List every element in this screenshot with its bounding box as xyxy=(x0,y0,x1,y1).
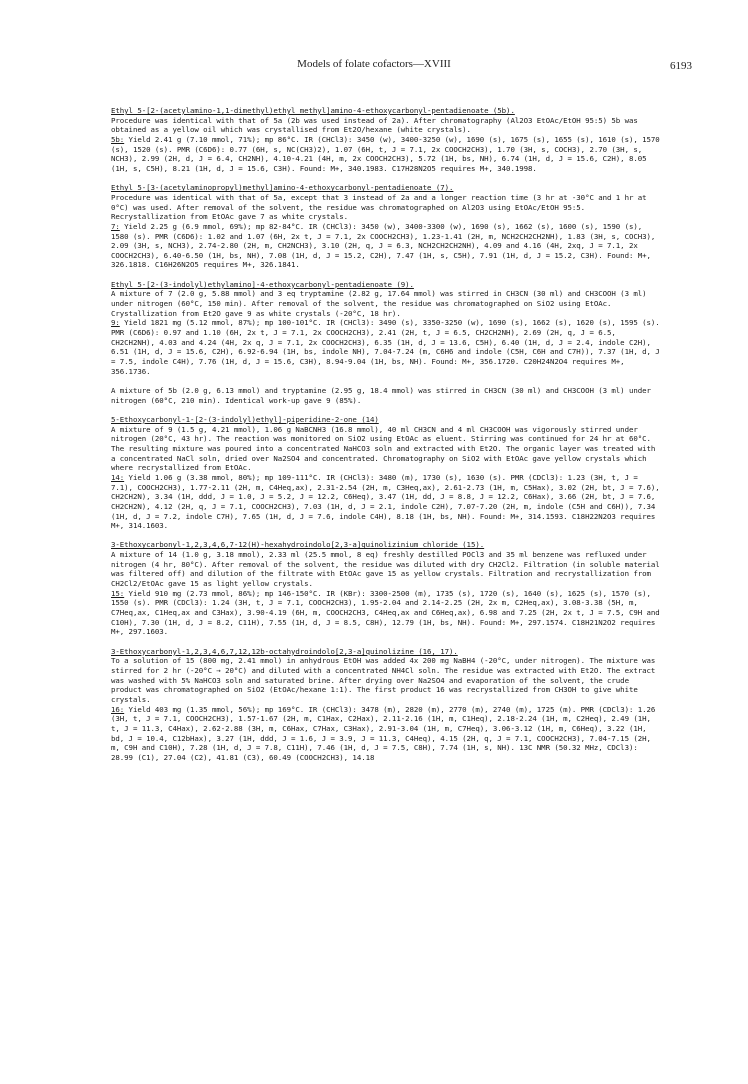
procedure-paragraph: Procedure was identical with that of 5a (2b was used instead of 2a). After chromatography (Al2O3 EtOAc/EtOH 95:5) 5b was obtained as a yellow oil which was crystallised from Et2O/hexane (white crystals). xyxy=(111,115,638,135)
characterization-text: Yield 2.41 g (7.10 mmol, 71%); mp 86°C. IR (CHCl3): 3450 (w), 3400-3250 (w), 1690 (s), 1675 (s), 1655 (s), 1610 (s), 1570 (s), 1520 (s). PMR (C6D6): 0.77 (6H, s, NC(CH3)2), 1.07 (6H, t, J = 7.1, 2x COOCH2CH3), 1.70 (3H, s, COCH3), 2.70 (3H, s, NCH3), 2.99 (2H, d, J = 6.4, CH2NH), 4.10-4.21 (4H, m, 2x COOCH2CH3), 5.72 (1H, bs, NH), 6.74 (1H, d, J = 15.6, C2H), 8.05 (1H, s, C5H), 8.21 (1H, d, J = 15.6, C3H). Found: M+, 340.1983. C17H28N2O5 requires M+, 340.1998. xyxy=(111,134,660,173)
section-compound-16-17 xyxy=(111,647,661,763)
entry-title: 3-Ethoxycarbonyl-1,2,3,4,6,7-12(H)-hexahydroindolo[2,3-a]quinolizinium chloride (15). xyxy=(111,540,485,550)
procedure-paragraph: A mixture of 9 (1.5 g, 4.21 mmol), 1.06 g NaBCNH3 (16.8 mmol), 40 ml CH3CN and 4 ml CH3COOH was vigorously stirred under nitrogen (20°C, 43 hr). The reaction was monitored on SiO2 using EtOAc as eluent. Stirring was continued for 24 hr at 60°C. The resulting mixture was poured into a concentrated NaHCO3 soln and extracted with Et2O. The organic layer was treated with a concentrated NaCl soln, dried over Na2SO4 and concentrated. Chromatography on SiO2 with EtOAc gave yellow crystals which where recrystallized from EtOAc. xyxy=(111,424,656,473)
characterization-text: Yield 403 mg (1.35 mmol, 56%); mp 169°C. IR (CHCl3): 3478 (m), 2820 (m), 2770 (m), 2740 (m), 1725 (m). PMR (CDCl3): 1.26 (3H, t, J = 7.1, COOCH2CH3), 1.57-1.67 (2H, m, C1Hax, C2Hax), 2.11-2.16 (1H, m, C1Heq), 2.18-2.24 (1H, m, C2Heq), 2.49 (1H, t, J = 11.3, C4Hax), 2.62-2.88 (3H, m, C6Hax, C7Hax, C3Hax), 2.91-3.04 (1H, m, C7Heq), 3.06-3.12 (1H, m, C6Heq), 3.22 (1H, bd, J = 10.4, C12bHax), 3.27 (1H, ddd, J = 1.6, J = 3.9, J = 11.3, C4Heq), 4.15 (2H, q, J = 7.1, COOCH2CH3), 7.04-7.15 (2H, m, C9H and C10H), 7.28 (1H, d, J = 7.8, C11H), 7.46 (1H, d, J = 7.5, C8H), 7.74 (1H, s, NH). 13C NMR (50.32 MHz, CDCl3): 28.99 (C1), 27.04 (C2), 41.81 (C3), 60.49 (COOCH2CH3), 14.18 xyxy=(111,704,656,762)
section-compound-7 xyxy=(111,183,661,270)
section-compound-14 xyxy=(111,415,661,531)
characterization-data xyxy=(111,135,661,174)
entry-title: Ethyl 5-[3-(acetylaminopropyl)methyl]amino-4-ethoxycarbonyl-pentadienoate (7). xyxy=(111,183,454,193)
compound-label: 7: xyxy=(111,221,120,231)
characterization-text: Yield 2.25 g (6.9 mmol, 69%); mp 82-84°C. IR (CHCl3): 3450 (w), 3400-3300 (w), 1690 (s), 1662 (s), 1600 (s), 1590 (s), 1580 (s). PMR (C6D6): 1.02 and 1.07 (6H, 2x t, J = 7.1, 2x COOCH2CH3), 1.23-1.41 (2H, m, NCH2CH2CH2NH), 1.83 (3H, s, COCH3), 2.09 (3H, s, NCH3), 2.74-2.80 (2H, m, CH2NCH3), 3.10 (2H, q, J = 6.3, NCH2CH2CH2NH), 4.09 and 4.16 (4H, 2xq, J = 7.1, 2x COOCH2CH3), 6.40-6.50 (1H, bs, NH), 7.08 (1H, d, J = 15.2, C2H), 7.47 (1H, s, C5H), 7.91 (1H, d, J = 15.2, C3H). Found: M+, 326.1818. C16H26N2O5 requires M+, 326.1841. xyxy=(111,221,656,270)
page-number: 6193 xyxy=(670,60,692,72)
page-body xyxy=(111,106,661,772)
compound-label: 5b: xyxy=(111,134,125,144)
characterization-data xyxy=(111,473,661,531)
characterization-data xyxy=(111,222,661,270)
compound-label: 15: xyxy=(111,588,125,598)
section-compound-15 xyxy=(111,540,661,637)
section-compound-5b xyxy=(111,106,661,174)
characterization-data xyxy=(111,318,661,376)
characterization-text: Yield 910 mg (2.73 mmol, 86%); mp 146-150°C. IR (KBr): 3300-2500 (m), 1735 (s), 1720 (s), 1640 (s), 1625 (s), 1570 (s), 1550 (s). PMR (CDCl3): 1.24 (3H, t, J = 7.1, COOCH2CH3), 1.95-2.04 and 2.14-2.25 (2H, 2x m, C2Heq,ax), 3.08-3.38 (5H, m, C7Heq,ax, C1Heq,ax and C3Hax), 3.90-4.19 (6H, m, COOCH2CH3, C4Heq,ax and C6Heq,ax), 6.98 and 7.25 (2H, 2x t, J = 7.5, C9H and C10H), 7.30 (1H, d, J = 8.2, C11H), 7.55 (1H, d, J = 8.5, C8H), 12.79 (1H, bs, NH). Found: M+, 297.1574. C18H21N2O2 requires M+, 297.1603. xyxy=(111,588,660,637)
compound-label: 9: xyxy=(111,318,120,328)
procedure-paragraph: A mixture of 7 (2.0 g, 5.88 mmol) and 3 eq tryptamine (2.82 g, 17.64 mmol) was stirred in CH3CN (30 ml) and CH3COOH (3 ml) under nitrogen (60°C, 150 min). After removal of the solvent, the residue was chromatographed on SiO2 using EtOAc. Crystallization from Et2O gave 9 as white crystals (-20°C, 18 hr). xyxy=(111,289,647,318)
characterization-data xyxy=(111,589,661,637)
alternative-procedure-note: A mixture of 5b (2.0 g, 6.13 mmol) and tryptamine (2.95 g, 18.4 mmol) was stirred in CH3CN (30 ml) and CH3COOH (3 ml) under nitrogen (60°C, 210 min). Identical work-up gave 9 (85%). xyxy=(111,385,651,405)
compound-label: 16: xyxy=(111,704,125,714)
characterization-text: Yield 1.06 g (3.38 mmol, 80%); mp 109-111°C. IR (CHCl3): 3480 (m), 1730 (s), 1630 (s). PMR (CDCl3): 1.23 (3H, t, J = 7.1), COOCH2CH3), 1.77-2.11 (2H, m, C4Heq,ax), 2.31-2.54 (2H, m, C3Heq,ax), 2.61-2.73 (1H, m, C5Hax), 3.02 (2H, bt, J = 7.6), CH2CH2N), 3.34 (1H, ddd, J = 1.0, J = 5.2, J = 12.2, C6Heq), 3.47 (1H, dd, J = 8.8, J = 12.2, C6Hax), 3.66 (2H, bt, J = 7.6, CH2CH2N), 4.12 (2H, q, J = 7.1, COOCH2CH3), 7.03 (1H, d, J = 2.1, indole C2H), 7.07-7.20 (2H, m, indole (C5H and C6H)), 7.34 (1H, d, J = 7.2, indole C7H), 7.65 (1H, d, J = 7.6, indole C4H), 8.18 (1H, bs, NH). Found: M+, 314.1593. C18H22N2O3 requires M+, 314.1603. xyxy=(111,472,660,531)
procedure-paragraph: A mixture of 14 (1.0 g, 3.18 mmol), 2.33 ml (25.5 mmol, 8 eq) freshly destilled POCl3 and 35 ml benzene was refluxed under nitrogen (4 hr, 80°C). After removal of the solvent, the residue was diluted with dry CH2Cl2. Filtration (in soluble material was filtered off) and dilution of the filtrate with EtOAc gave 15 as yellow crystals. Filtration and recrystallization from CH2Cl2/EtOAc gave 15 as light yellow crystals. xyxy=(111,550,660,589)
compound-label: 14: xyxy=(111,472,125,482)
characterization-text: Yield 1821 mg (5.12 mmol, 87%); mp 100-101°C. IR (CHCl3): 3490 (s), 3350-3250 (w), 1690 (s), 1662 (s), 1620 (s), 1595 (s). PMR (C6D6): 0.97 and 1.10 (6H, 2x t, J = 7.1, 2x COOCH2CH3), 2.41 (2H, t, J = 6.5, CH2CH2NH), 2.69 (2H, q, J = 6.5, CH2CH2NH), 4.03 and 4.24 (4H, 2x q, J = 7.1, 2x COOCH2CH3), 6.35 (1H, d, J = 13.6, C5H), 6.40 (1H, d, J = 2.4, indole C2H), 6.51 (1H, d, J = 15.6, C2H), 6.92-6.94 (1H, bs, indole NH), 7.04-7.24 (m, C6H6 and indole (C5H, C6H and C7H)), 7.37 (1H, d, J = 7.5, indole C4H), 7.76 (1H, d, J = 15.6, C3H), 8.94-9.04 (1H, bs, NH). Found: M+, 356.1720. C20H24N2O4 requires M+, 356.1736. xyxy=(111,318,660,376)
running-head: Models of folate cofactors—XVIII xyxy=(297,58,451,70)
entry-title: Ethyl 5-[2-(3-indolyl)ethylamino]-4-ethoxycarbonyl-pentadienoate (9). xyxy=(111,279,414,289)
entry-title: 3-Ethoxycarbonyl-1,2,3,4,6,7,12,12b-octahydroindolo[2,3-a]quinolizine (16, 17). xyxy=(111,646,458,656)
entry-title: Ethyl 5-[2-(acetylamino-1,1-dimethyl)ethyl methyl]amino-4-ethoxycarbonyl-pentadienoate (5b). xyxy=(111,106,515,115)
entry-title: 5-Ethoxycarbonyl-1-[2-(3-indolyl)ethyl]-piperidine-2-one (14) xyxy=(111,414,379,424)
procedure-paragraph: Procedure was identical with that of 5a, except that 3 instead of 2a and a longer reaction time (3 hr at -30°C and 1 hr at 0°C) was used. After removal of the solvent, the residue was chromatographed on Al2O3 using EtOAc/EtOH 95:5. Recrystallization from EtOAc gave 7 as white crystals. xyxy=(111,192,647,222)
section-compound-9 xyxy=(111,280,661,406)
characterization-data xyxy=(111,705,661,763)
procedure-paragraph: To a solution of 15 (800 mg, 2.41 mmol) in anhydrous EtOH was added 4x 200 mg NaBH4 (-20°C, under nitrogen). The mixture was stirred for 2 hr (-20°C → 20°C) and diluted with a concentrated NH4Cl soln. The residue was extracted with Et2O. The extract was washed with 5% NaHCO3 soln and saturated brine. After drying over Na2SO4 and evaporation of the solvent, the crude product was chromatographed on SiO2 (EtOAc/hexane 1:1). The first product 16 was recrystallized from CH3OH to give white crystals. xyxy=(111,656,656,704)
